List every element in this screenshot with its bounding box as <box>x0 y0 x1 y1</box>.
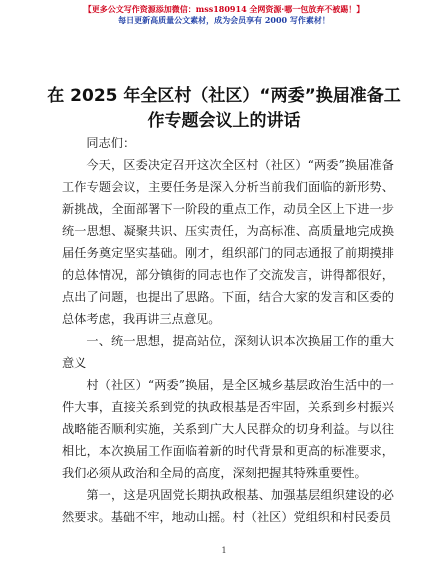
header-banner <box>0 4 448 26</box>
document-title: 在 2025 年全区村（社区）“两委”换届准备工作专题会议上的讲话 <box>47 86 401 131</box>
page-number: 1 <box>221 546 227 555</box>
salutation: 同志们： <box>86 136 136 150</box>
document-body <box>62 132 394 528</box>
section-heading: 一、统一思想，提高站位，深刻认识本次换届工作的重大意义 <box>62 334 394 370</box>
paragraph-intro: 今天，区委决定召开这次全区村（社区）“两委”换届准备工作专题会议，主要任务是深入分析当前我们面临的新形势、新挑战，全面部署下一阶段的重点工作，动员全区上下进一步统一思想、凝聚共识、压实责任，为高标准、高质量地完成换届任务奠定坚实基础。刚才，组织部门的同志通报了前期摸排的总体情况，部分镇街的同志也作了交流发言，讲得都很好，点出了问题，也提出了思路。下面，结合大家的发言和区委的总体考虑，我再讲三点意见。 <box>62 158 394 326</box>
banner-promo-line: 【更多公文写作资源添加微信：mss180914 全网资源·哪一包放弃不被踢！】 <box>83 4 365 14</box>
paragraph-significance: 村（社区）“两委”换届，是全区城乡基层政治生活中的一件大事，直接关系到党的执政根基是否牢固，关系到乡村振兴战略能否顺利实施，关系到广大人民群众的切身利益。与以往相比，本次换届工作面临着新的时代背景和更高的标准要求，我们必须从政治和全局的高度，深刻把握其特殊重要性。 <box>62 378 394 480</box>
banner-membership-line: 每日更新高质量公文素材，成为会员享有 2000 写作素材！ <box>118 15 330 25</box>
paragraph-first-point: 第一，这是巩固党长期执政根基、加强基层组织建设的必然要求。基础不牢，地动山摇。村（社区）党组织和村民委员 <box>62 488 394 524</box>
